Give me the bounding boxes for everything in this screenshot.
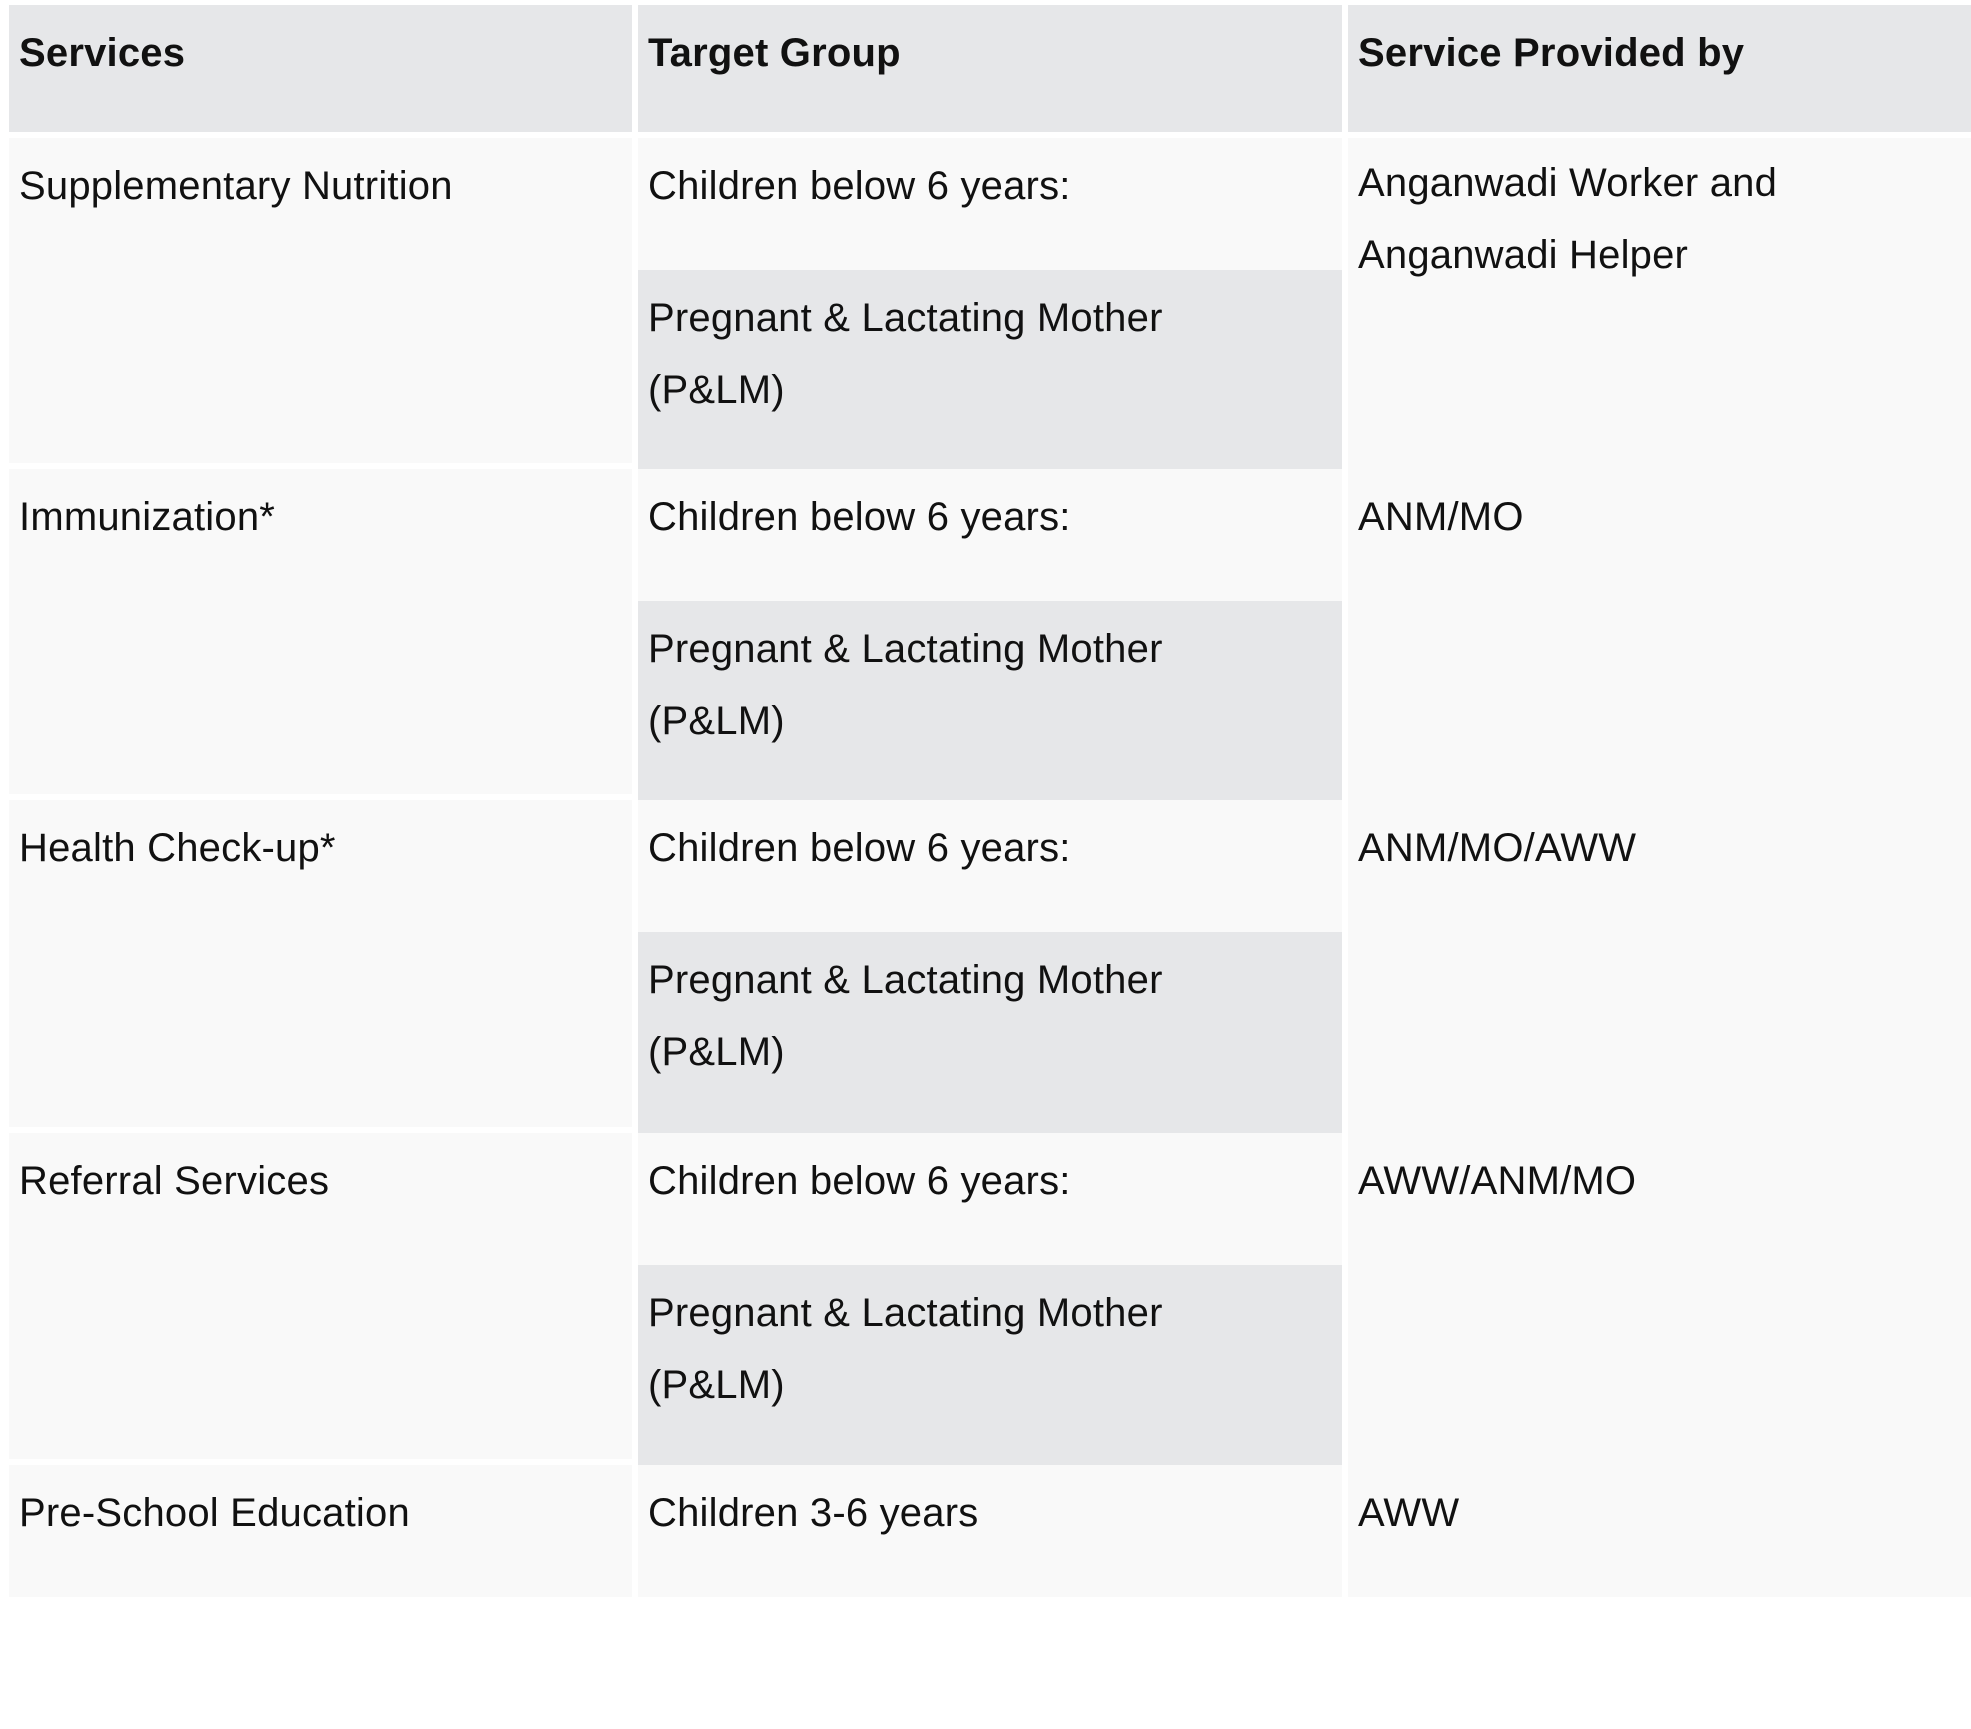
header-service-provided-by: Service Provided by (1348, 5, 1971, 132)
table-row-provider: AWW/ANM/MO (1348, 1133, 1971, 1465)
table-row-service: Immunization* (9, 469, 632, 794)
table-row-target-children: Children below 6 years: (638, 1133, 1342, 1265)
table-row-target-children: Children below 6 years: (638, 800, 1342, 932)
table-row-target-children: Children below 6 years: (638, 469, 1342, 601)
table-row-target-mothers: Pregnant & Lactating Mother (P&LM) (638, 932, 1342, 1133)
header-target-group: Target Group (638, 5, 1342, 132)
table-row-service: Supplementary Nutrition (9, 138, 632, 463)
table-row-target-children: Children below 6 years: (638, 138, 1342, 270)
table-row-provider: AWW (1348, 1465, 1971, 1597)
table-row-target-mothers: Pregnant & Lactating Mother (P&LM) (638, 601, 1342, 800)
header-services: Services (9, 5, 632, 132)
table-row-target-mothers: Pregnant & Lactating Mother (P&LM) (638, 270, 1342, 469)
table-row-service: Referral Services (9, 1133, 632, 1459)
table-row-provider: ANM/MO/AWW (1348, 800, 1971, 1133)
table-row-provider: Anganwadi Worker and Anganwadi Helper (1348, 138, 1971, 469)
table-row-provider: ANM/MO (1348, 469, 1971, 800)
table-row-service: Pre-School Education (9, 1465, 632, 1597)
table-row-target-children: Children 3-6 years (638, 1465, 1342, 1597)
table-row-target-mothers: Pregnant & Lactating Mother (P&LM) (638, 1265, 1342, 1465)
table-row-service: Health Check-up* (9, 800, 632, 1127)
